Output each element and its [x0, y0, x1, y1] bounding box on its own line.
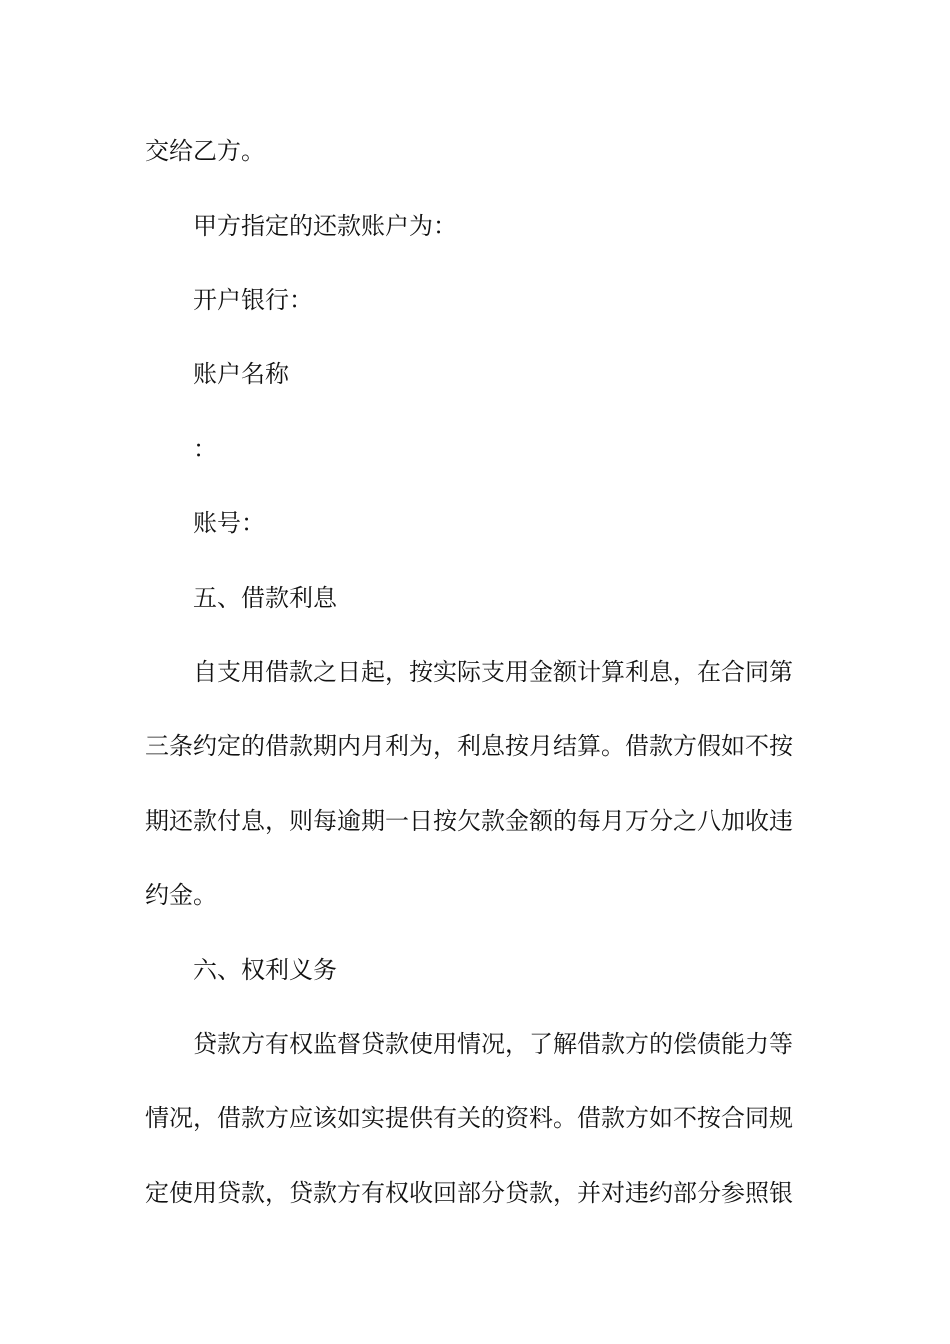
- paragraph-rights-line-1: 贷款方有权监督贷款使用情况，了解借款方的偿债能力等: [193, 1030, 793, 1058]
- section-heading-interest: 五、借款利息: [193, 584, 337, 612]
- text-line-account-name: 账户名称: [193, 360, 289, 388]
- paragraph-interest-line-3: 期还款付息，则每逾期一日按欠款金额的每月万分之八加收违: [145, 807, 793, 835]
- text-line-account-number: 账号：: [193, 509, 265, 537]
- paragraph-rights-line-3: 定使用贷款，贷款方有权收回部分贷款，并对违约部分参照银: [145, 1179, 793, 1207]
- text-line-repayment-account: 甲方指定的还款账户为：: [193, 212, 457, 240]
- section-heading-rights: 六、权利义务: [193, 956, 337, 984]
- paragraph-interest-line-4: 约金。: [145, 881, 217, 909]
- paragraph-rights-line-2: 情况，借款方应该如实提供有关的资料。借款方如不按合同规: [145, 1104, 793, 1132]
- paragraph-interest-line-2: 三条约定的借款期内月利为，利息按月结算。借款方假如不按: [145, 732, 793, 760]
- text-line-continuation: 交给乙方。: [145, 137, 265, 165]
- paragraph-interest-line-1: 自支用借款之日起，按实际支用金额计算利息，在合同第: [193, 658, 793, 686]
- text-line-colon: ：: [193, 435, 217, 463]
- text-line-bank: 开户银行：: [193, 286, 313, 314]
